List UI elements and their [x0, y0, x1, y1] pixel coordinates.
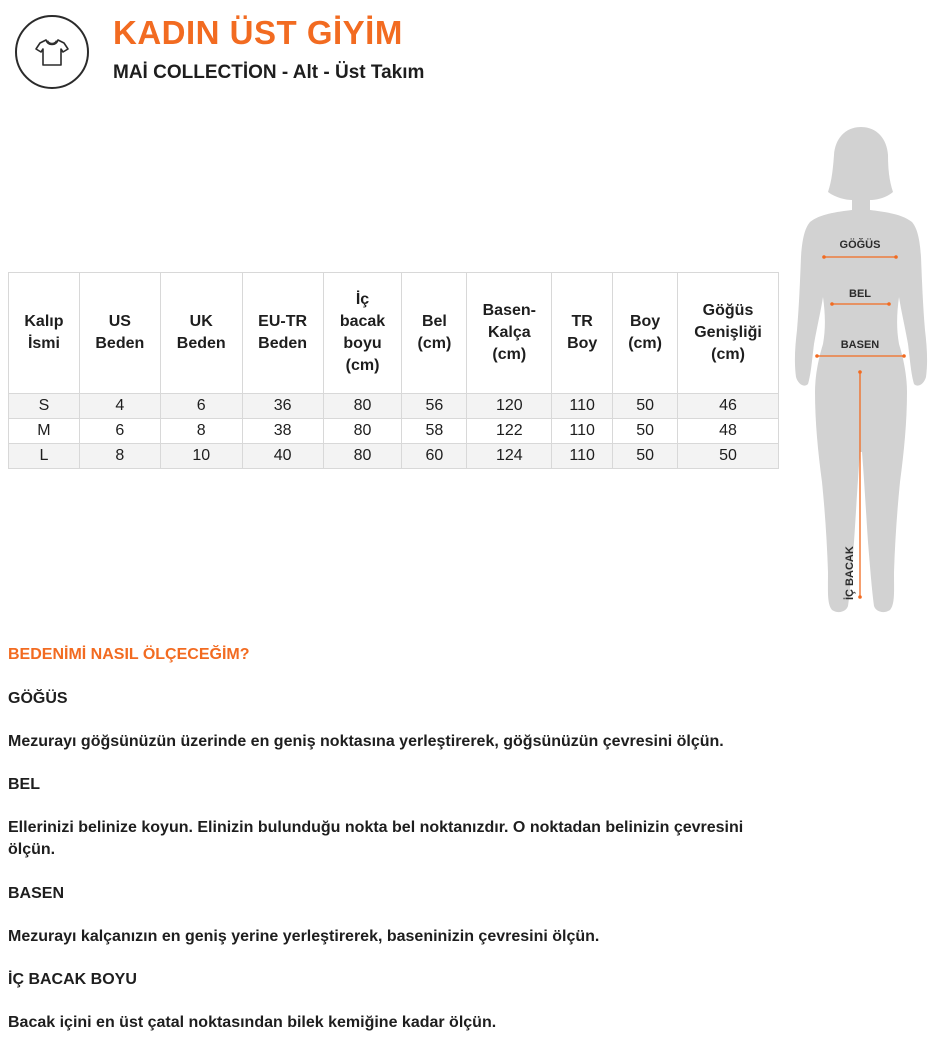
table-cell: 8: [160, 419, 242, 444]
col-header-us-beden: US Beden: [79, 273, 160, 394]
hip-guide-text: Mezurayı kalçanızın en geniş yerine yerleştirerek, baseninizin çevresini ölçün.: [8, 928, 600, 945]
table-cell: 8: [79, 444, 160, 469]
col-header-kalip-ismi: Kalıp İsmi: [9, 273, 80, 394]
page-title: KADIN ÜST GİYİM: [113, 14, 403, 51]
table-cell: 124: [467, 444, 552, 469]
table-cell: 110: [552, 419, 613, 444]
table-cell: 60: [402, 444, 467, 469]
size-table: [8, 272, 779, 469]
table-cell: 122: [467, 419, 552, 444]
col-header-boy: Boy (cm): [613, 273, 678, 394]
table-cell: 36: [242, 394, 323, 419]
chest-guide-text: Mezurayı göğsünüzün üzerinde en geniş noktasına yerleştirerek, göğsünüzün çevresini ölçün.: [8, 733, 724, 750]
inseam-guide-title: İÇ BACAK BOYU: [8, 971, 137, 988]
col-header-bel: Bel (cm): [402, 273, 467, 394]
table-cell: M: [9, 419, 80, 444]
body-measurement-figure: [790, 122, 932, 622]
chest-label: GÖĞÜS: [839, 239, 881, 251]
col-header-basen-kalca: Basen- Kalça (cm): [467, 273, 552, 394]
table-cell: 4: [79, 394, 160, 419]
table-cell: 40: [242, 444, 323, 469]
waist-guide-text: Ellerinizi belinize koyun. Elinizin bulunduğu nokta bel noktanızdır. O noktadan belinizin çevresini ölçün.: [8, 819, 744, 858]
table-cell: 6: [160, 394, 242, 419]
waist-guide-title: BEL: [8, 776, 40, 793]
hip-guide-title: BASEN: [8, 885, 65, 902]
table-row: [9, 394, 779, 419]
col-header-ic-bacak-boyu: İç bacak boyu (cm): [323, 273, 402, 394]
col-header-eu-tr-beden: EU-TR Beden: [242, 273, 323, 394]
col-header-uk-beden: UK Beden: [160, 273, 242, 394]
table-cell: S: [9, 394, 80, 419]
col-header-gogus-genisligi: Göğüs Genişliği (cm): [678, 273, 779, 394]
table-cell: 50: [613, 394, 678, 419]
table-cell: 80: [323, 444, 402, 469]
table-cell: L: [9, 444, 80, 469]
table-cell: 46: [678, 394, 779, 419]
table-cell: 50: [678, 444, 779, 469]
body-silhouette: [795, 127, 927, 612]
table-cell: 50: [613, 444, 678, 469]
table-cell: 38: [242, 419, 323, 444]
waist-label: BEL: [849, 288, 871, 300]
col-header-tr-boy: TR Boy: [552, 273, 613, 394]
table-row: [9, 419, 779, 444]
table-cell: 56: [402, 394, 467, 419]
chest-guide-title: GÖĞÜS: [8, 690, 68, 707]
table-header-row: [9, 273, 779, 394]
table-cell: 10: [160, 444, 242, 469]
table-cell: 110: [552, 394, 613, 419]
hip-label: BASEN: [840, 339, 880, 351]
inseam-guide-text: Bacak içini en üst çatal noktasından bilek kemiğine kadar ölçün.: [8, 1014, 497, 1031]
guide-heading: BEDENİMİ NASIL ÖLÇECEĞİM?: [8, 646, 250, 663]
table-cell: 110: [552, 444, 613, 469]
product-subtitle: MAİ COLLECTİON - Alt - Üst Takım: [113, 62, 425, 83]
inseam-label: İÇ BACAK: [844, 546, 856, 600]
table-cell: 50: [613, 419, 678, 444]
table-cell: 80: [323, 419, 402, 444]
table-cell: 6: [79, 419, 160, 444]
table-row: [9, 444, 779, 469]
table-cell: 80: [323, 394, 402, 419]
tshirt-icon: [15, 15, 89, 89]
table-cell: 58: [402, 419, 467, 444]
table-cell: 120: [467, 394, 552, 419]
table-cell: 48: [678, 419, 779, 444]
